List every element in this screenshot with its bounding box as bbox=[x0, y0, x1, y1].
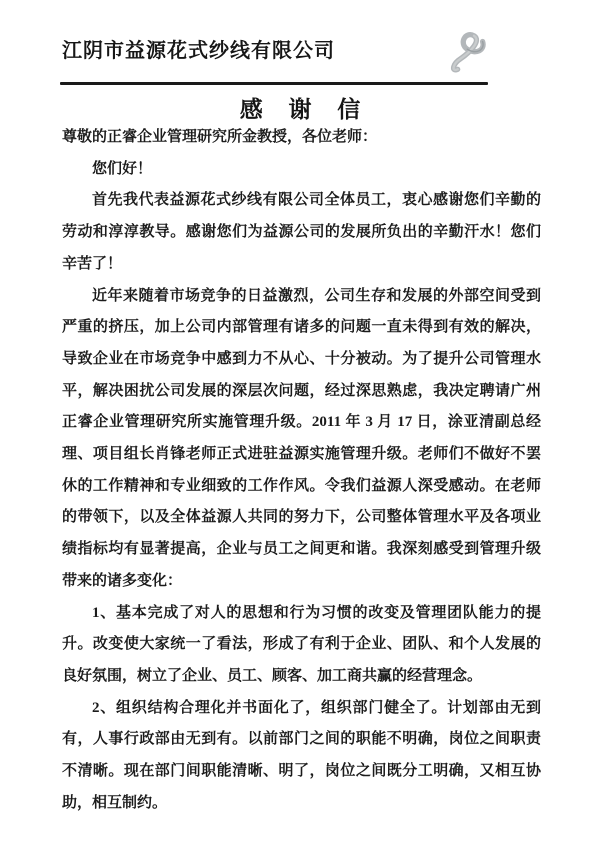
letter-paragraph: 您们好！ bbox=[92, 160, 153, 177]
letterhead-divider bbox=[60, 82, 488, 85]
letter-title: 感 谢 信 bbox=[239, 97, 371, 122]
letter-paragraph: 1、基本完成了对人的思想和行为习惯的改变及管理团队能力的提升。改变使大家统一了看法，形成了有利于企业、团队、和个人发展的良好氛围，树立了企业、员工、顾客、加工商共赢的经营理念。 bbox=[62, 604, 541, 684]
letter-body bbox=[62, 122, 541, 819]
company-name: 江阴市益源花式纱线有限公司 bbox=[62, 40, 335, 62]
letter-paragraph: 近年来随着市场竞争的日益激烈，公司生存和发展的外部空间受到严重的挤压，加上公司内部管理有诸多的问题一直未得到有效的解决，导致企业在市场竞争中感到力不从心、十分被动。为了提升公司管理水平，解决困扰公司发展的深层次问题，经过深思熟虑，我决定聘请广州正睿企业管理研究所实施管理升级。2011 年 3 月 17 日，涂亚清副总经理、项目组长肖锋老师正式进驻益源实施管理升级。老师们不做好不罢休的工作精神和专业细致的工作作风。令我们益源人深受感动。在老师的带领下，以及全体益源人共同的努力下，公司整体管理水平及各项业绩指标均有显著提高，企业与员工之间更和谐。我深刻感受到管理升级带来的诸多变化： bbox=[62, 287, 541, 589]
letter-paragraph: 2、组织结构合理化并书面化了，组织部门健全了。计划部由无到有，人事行政部由无到有。以前部门之间的职能不明确，岗位之间职责不清晰。现在部门间职能清晰、明了，岗位之间既分工明确，又相互协助，相互制约。 bbox=[62, 699, 541, 811]
letter-paragraph: 首先我代表益源花式纱线有限公司全体员工，衷心感谢您们辛勤的劳动和淳淳教导。感谢您们为益源公司的发展所负出的辛勤汗水！您们辛苦了！ bbox=[62, 192, 541, 272]
salutation-line: 尊敬的正睿企业管理研究所金教授，各位老师： bbox=[62, 129, 378, 145]
yarn-knot-logo-icon bbox=[450, 30, 496, 76]
